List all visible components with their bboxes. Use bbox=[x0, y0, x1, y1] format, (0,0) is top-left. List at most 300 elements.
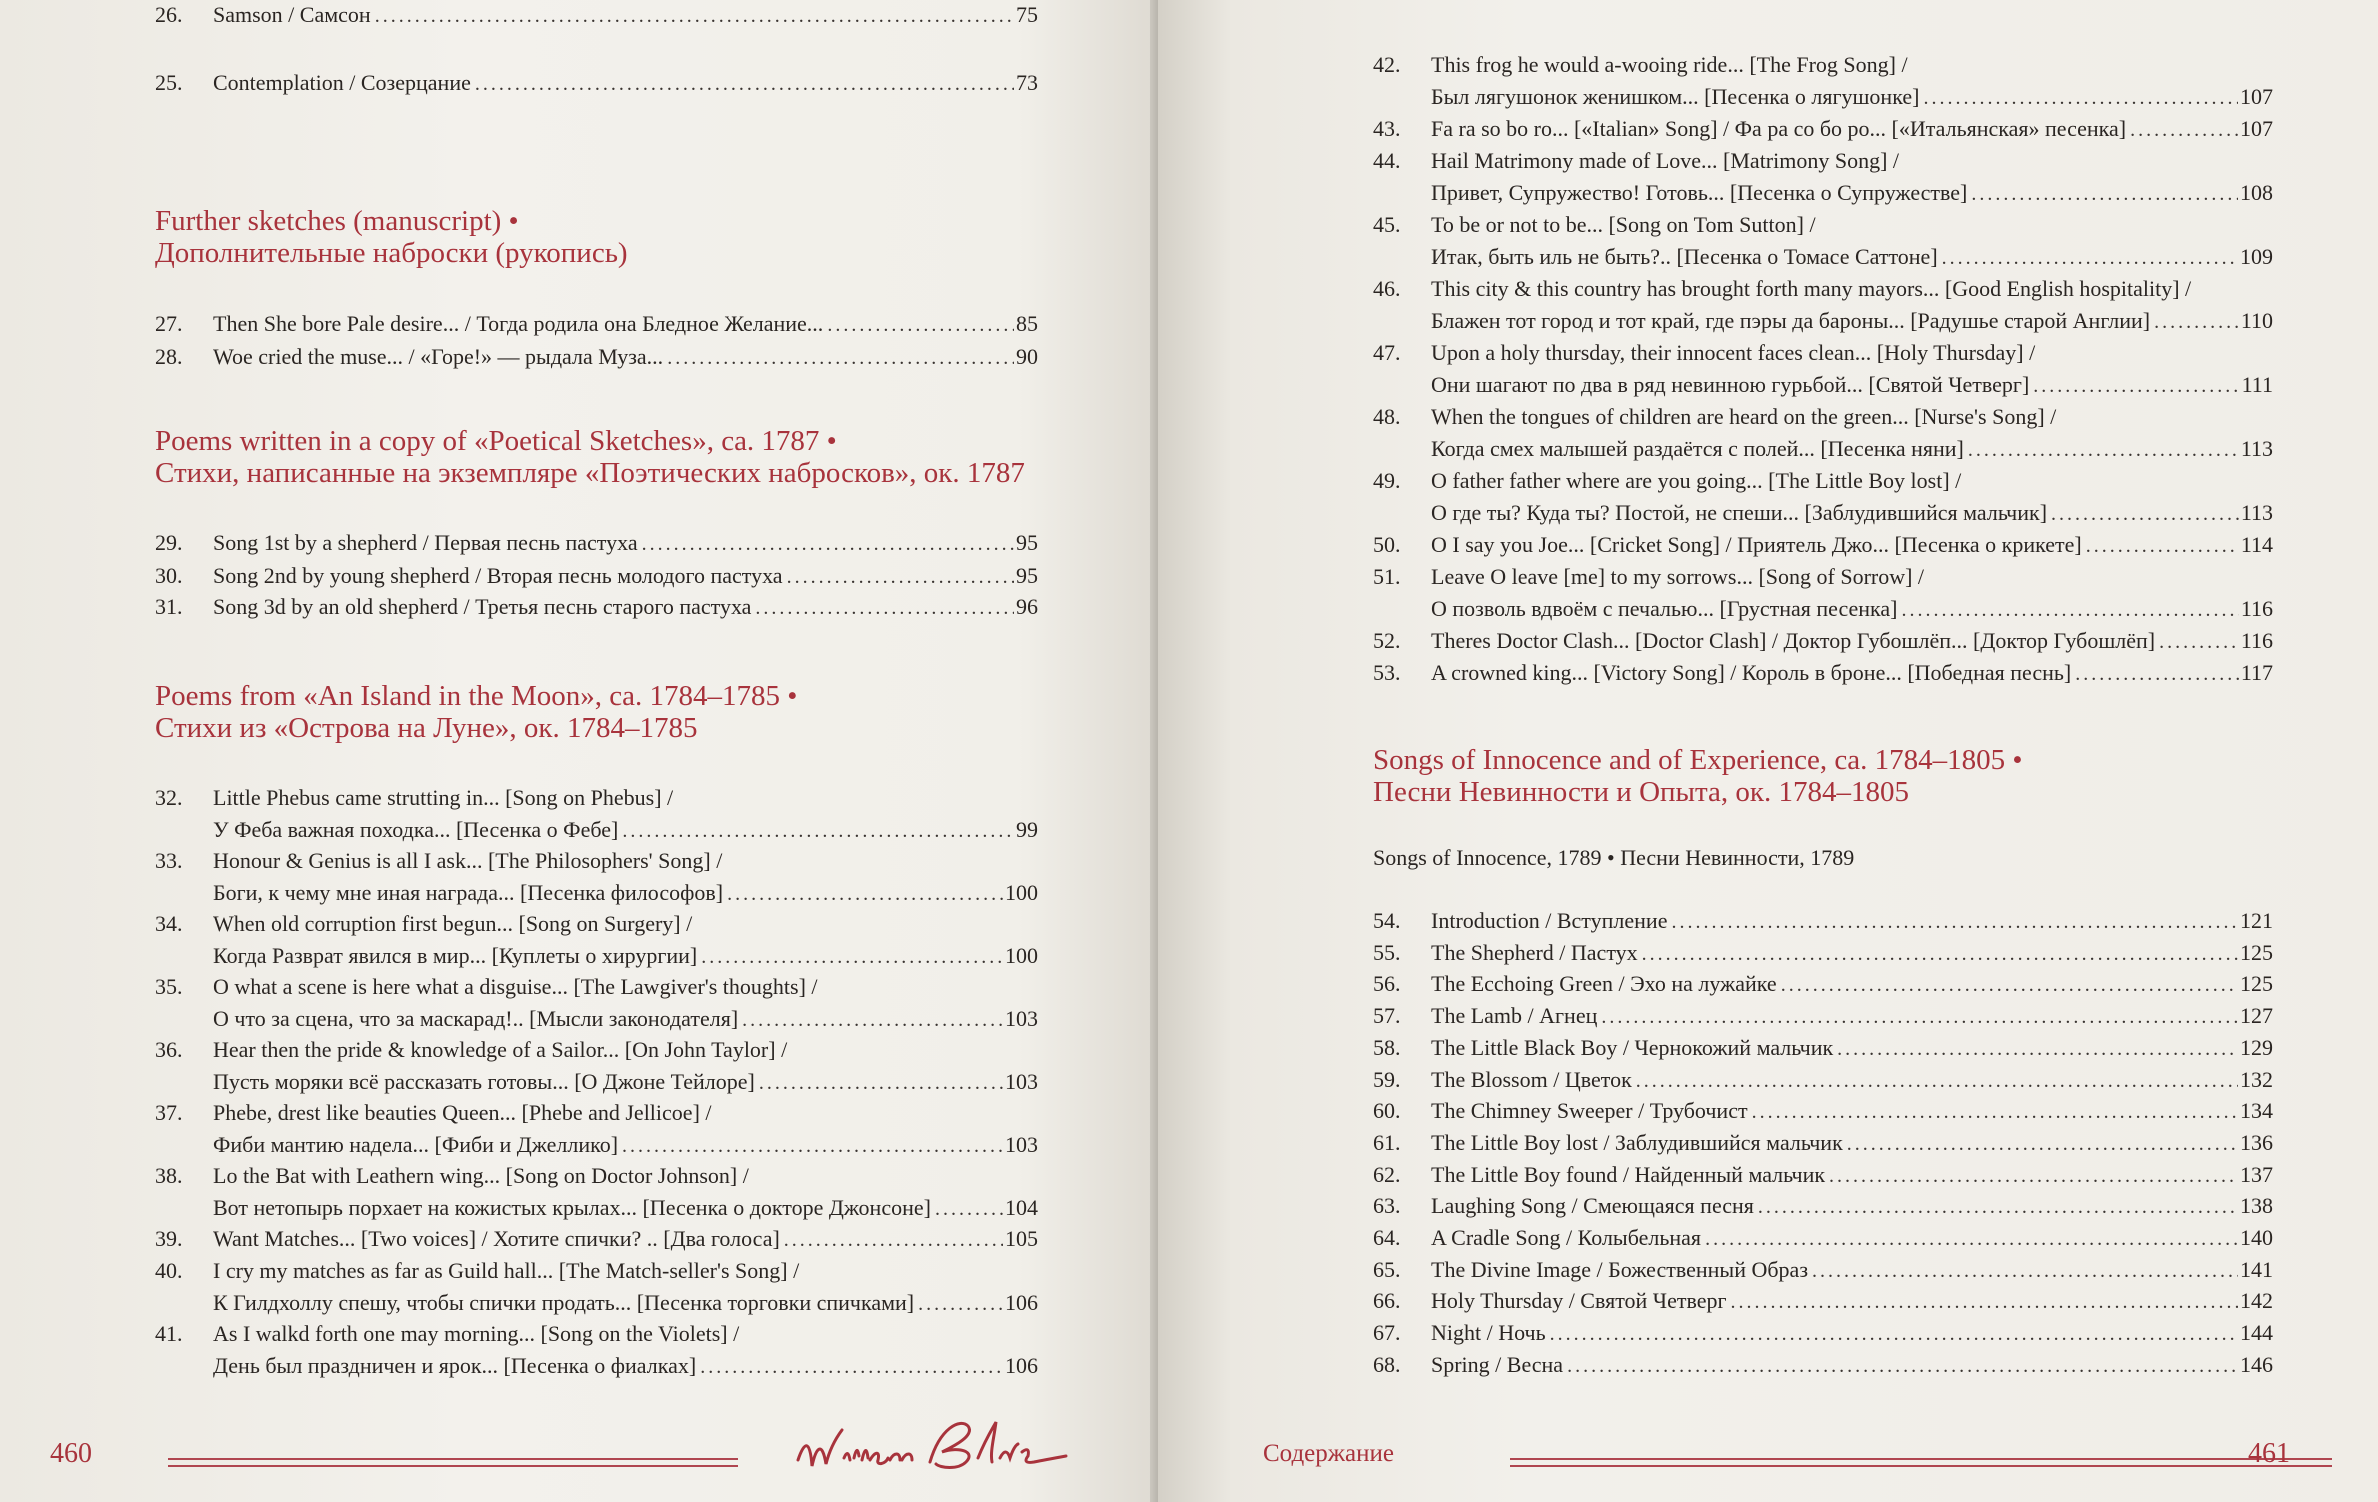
entry-title: Song 1st by a shepherd / Первая песнь пастуха bbox=[213, 530, 638, 555]
toc-entry bbox=[1373, 146, 2273, 210]
entry-page-number: 127 bbox=[2240, 1003, 2273, 1029]
entry-line bbox=[1431, 938, 2273, 968]
entry-number: 51. bbox=[1373, 564, 1401, 589]
entry-line bbox=[1431, 434, 2273, 464]
entry-line bbox=[213, 846, 1038, 876]
dot-leader bbox=[1636, 1066, 2238, 1096]
dot-leader bbox=[701, 942, 1003, 972]
section-heading-line: Further sketches (manuscript) • bbox=[155, 205, 519, 237]
entry-line bbox=[1431, 906, 2273, 936]
entry-title: Contemplation / Созерцание bbox=[213, 70, 471, 95]
entry-number: 61. bbox=[1373, 1129, 1401, 1155]
entry-title: A Cradle Song / Колыбельная bbox=[1431, 1225, 1702, 1250]
entry-page-number: 125 bbox=[2240, 971, 2273, 997]
section-heading-line: Songs of Innocence and of Experience, ca. 1784–1805 • bbox=[1373, 744, 2023, 776]
entry-number: 25. bbox=[155, 70, 183, 95]
entry-number: 36. bbox=[155, 1037, 183, 1062]
entry-page-number: 106 bbox=[1005, 1290, 1038, 1315]
toc-entry bbox=[1373, 1160, 2273, 1192]
entry-number: 58. bbox=[1373, 1034, 1401, 1060]
entry-line bbox=[1431, 1065, 2273, 1095]
entry-title: Привет, Супружество! Готовь... [Песенка о Супружестве] bbox=[1431, 180, 1968, 205]
entry-title: O what a scene is here what a disguise... [The Lawgiver's thoughts] / bbox=[213, 974, 818, 999]
section-heading bbox=[155, 205, 1038, 269]
entry-line bbox=[1431, 594, 2273, 624]
entry-line bbox=[1431, 498, 2273, 528]
toc-entry bbox=[1373, 210, 2273, 274]
entry-page-number: 121 bbox=[2240, 908, 2273, 933]
entry-title: The Blossom / Цветок bbox=[1431, 1066, 1632, 1092]
entry-title: Theres Doctor Clash... [Doctor Clash] / Доктор Губошлёп... [Доктор Губошлёп] bbox=[1431, 628, 2156, 653]
entry-page-number: 111 bbox=[2241, 372, 2273, 397]
entry-line bbox=[1431, 1128, 2273, 1158]
dot-leader bbox=[755, 593, 1014, 623]
entry-title: Вот нетопырь порхает на кожистых крылах... [Песенка о докторе Джонсоне] bbox=[213, 1195, 931, 1220]
entry-title: Leave O leave [me] to my sorrows... [Song of Sorrow] / bbox=[1431, 564, 1925, 589]
section-heading-line: Стихи из «Острова на Луне», ок. 1784–1785 bbox=[155, 712, 698, 744]
entry-line bbox=[1431, 1096, 2273, 1126]
toc-entry bbox=[155, 1035, 1038, 1099]
entry-title: Когда Разврат явился в мир... [Куплеты о хирургии] bbox=[213, 943, 698, 968]
entry-title: The Little Black Boy / Чернокожий мальчик bbox=[1431, 1034, 1834, 1060]
dot-leader bbox=[1781, 970, 2238, 1000]
entry-page-number: 75 bbox=[1016, 2, 1038, 27]
section-heading-line: Дополнительные наброски (рукопись) bbox=[155, 237, 628, 269]
entry-number: 59. bbox=[1373, 1066, 1401, 1092]
section-heading-line: Poems from «An Island in the Moon», ca. 1784–1785 • bbox=[155, 680, 798, 712]
toc-entry bbox=[1373, 1128, 2273, 1160]
entry-line bbox=[1431, 1160, 2273, 1190]
entry-page-number: 117 bbox=[2240, 660, 2273, 685]
entry-number: 65. bbox=[1373, 1256, 1401, 1282]
entry-page-number: 144 bbox=[2240, 1320, 2273, 1346]
entry-line bbox=[213, 1193, 1038, 1223]
entry-line bbox=[1431, 210, 2273, 240]
entry-line bbox=[213, 941, 1038, 971]
section-heading-line: Poems written in a copy of «Poetical Sketches», ca. 1787 • bbox=[155, 425, 837, 457]
entry-title: When the tongues of children are heard on the green... [Nurse's Song] / bbox=[1431, 404, 2057, 429]
toc-entry bbox=[1373, 938, 2273, 970]
toc-entry bbox=[1373, 402, 2273, 466]
entry-line bbox=[213, 0, 1038, 30]
entry-number: 62. bbox=[1373, 1161, 1401, 1187]
toc-entry bbox=[155, 1161, 1038, 1225]
entry-title: Honour & Genius is all I ask... [The Philosophers' Song] / bbox=[213, 848, 723, 873]
toc-entry bbox=[1373, 1033, 2273, 1065]
dot-leader bbox=[1847, 1129, 2238, 1159]
dot-leader bbox=[1971, 179, 2238, 209]
entry-page-number: 90 bbox=[1016, 344, 1038, 369]
entry-number: 57. bbox=[1373, 1003, 1401, 1029]
entry-title: O father father where are you going... [The Little Boy lost] / bbox=[1431, 468, 1962, 493]
entry-number: 44. bbox=[1373, 148, 1401, 173]
dot-leader bbox=[475, 69, 1014, 99]
entry-title: Laughing Song / Смеющаяся песня bbox=[1431, 1193, 1754, 1219]
toc-entry bbox=[1373, 1096, 2273, 1128]
entry-number: 33. bbox=[155, 848, 183, 873]
subsection-heading: Songs of Innocence, 1789 • Песни Невинности, 1789 bbox=[1373, 845, 1855, 870]
entry-line bbox=[213, 815, 1038, 845]
dot-leader bbox=[1752, 1097, 2238, 1127]
toc-entry bbox=[1373, 1001, 2273, 1033]
entry-number: 56. bbox=[1373, 971, 1401, 997]
entry-page-number: 100 bbox=[1005, 943, 1038, 968]
entry-line bbox=[1431, 338, 2273, 368]
entry-page-number: 138 bbox=[2240, 1193, 2273, 1219]
entry-number: 66. bbox=[1373, 1288, 1401, 1314]
toc-entry bbox=[155, 561, 1038, 593]
entry-title: О что за сцена, что за маскарад!.. [Мысли законодателя] bbox=[213, 1006, 739, 1031]
entry-number: 41. bbox=[155, 1321, 183, 1346]
entry-page-number: 114 bbox=[2240, 532, 2273, 557]
entry-number: 28. bbox=[155, 344, 183, 369]
entry-title: Итак, быть иль не быть?.. [Песенка о Томасе Саттоне] bbox=[1431, 244, 1938, 269]
dot-leader bbox=[935, 1194, 1003, 1224]
toc-entry bbox=[1373, 906, 2273, 938]
entry-title: Spring / Весна bbox=[1431, 1351, 1564, 1377]
entry-line bbox=[213, 1319, 1038, 1349]
left-page-number: 460 bbox=[50, 1438, 92, 1469]
entry-line bbox=[1431, 1318, 2273, 1348]
entry-title: The Chimney Sweeper / Трубочист bbox=[1431, 1098, 1748, 1124]
entry-page-number: 129 bbox=[2240, 1034, 2273, 1060]
entry-page-number: 140 bbox=[2240, 1225, 2273, 1250]
entry-title: Phebe, drest like beauties Queen... [Phebe and Jellicoe] / bbox=[213, 1100, 712, 1125]
entry-title: О позволь вдвоём с печалью... [Грустная песенка] bbox=[1431, 596, 1898, 621]
running-title: Содержание bbox=[1263, 1440, 1394, 1467]
entry-number: 40. bbox=[155, 1258, 183, 1283]
entry-title: A crowned king... [Victory Song] / Король в броне... [Победная песнь] bbox=[1431, 660, 2072, 685]
section-heading-line: Песни Невинности и Опыта, ок. 1784–1805 bbox=[1373, 776, 1910, 808]
dot-leader bbox=[784, 1225, 1003, 1255]
dot-leader bbox=[622, 1131, 1003, 1161]
entry-title: Song 3d by an old shepherd / Третья песнь старого пастуха bbox=[213, 594, 752, 619]
william-blake-signature bbox=[790, 1408, 1070, 1488]
dot-leader bbox=[827, 310, 1014, 340]
toc-entry bbox=[1373, 562, 2273, 626]
entry-page-number: 146 bbox=[2240, 1351, 2273, 1377]
entry-title: The Little Boy found / Найденный мальчик bbox=[1431, 1161, 1826, 1187]
entry-title: Introduction / Вступление bbox=[1431, 908, 1668, 933]
entry-page-number: 116 bbox=[2240, 628, 2273, 653]
dot-leader bbox=[2086, 531, 2239, 561]
entry-page-number: 113 bbox=[2240, 436, 2273, 461]
entry-title: Когда смех малышей раздаётся с полей... [Песенка няни] bbox=[1431, 436, 1964, 461]
entry-page-number: 125 bbox=[2240, 939, 2273, 965]
entry-number: 53. bbox=[1373, 660, 1401, 685]
entry-line bbox=[1431, 530, 2273, 560]
entry-line bbox=[1431, 1033, 2273, 1063]
entry-title: Night / Ночь bbox=[1431, 1320, 1546, 1346]
entry-line bbox=[213, 878, 1038, 908]
toc-entry bbox=[1373, 1191, 2273, 1223]
dot-leader bbox=[375, 1, 1014, 31]
entry-title: Fa ra so bo ro... [«Italian» Song] / Фа ра со бо ро... [«Итальянская» песенка] bbox=[1431, 116, 2127, 141]
toc-entry bbox=[1373, 658, 2273, 690]
entry-title: Пусть моряки всё рассказать готовы... [О Джоне Тейлоре] bbox=[213, 1069, 755, 1094]
entry-title: The Divine Image / Божественный Образ bbox=[1431, 1256, 1809, 1282]
entry-number: 55. bbox=[1373, 939, 1401, 965]
entry-line bbox=[213, 1035, 1038, 1065]
entry-page-number: 105 bbox=[1005, 1226, 1038, 1251]
entry-number: 31. bbox=[155, 594, 183, 619]
left-page bbox=[0, 0, 1158, 1502]
section-heading bbox=[155, 680, 1038, 744]
toc-entry bbox=[1373, 969, 2273, 1001]
dot-leader bbox=[2051, 499, 2239, 529]
entry-number: 42. bbox=[1373, 52, 1401, 77]
entry-title: К Гилдхоллу спешу, чтобы спички продать... [Песенка торговки спичками] bbox=[213, 1290, 915, 1315]
toc-entry bbox=[155, 528, 1038, 560]
entry-line bbox=[1431, 562, 2273, 592]
entry-title: Был лягушонок женишком... [Песенка о лягушонке] bbox=[1431, 84, 1920, 109]
entry-line bbox=[1431, 1286, 2273, 1316]
toc-entry bbox=[155, 972, 1038, 1036]
entry-line bbox=[1431, 242, 2273, 272]
entry-number: 49. bbox=[1373, 468, 1401, 493]
entry-page-number: 104 bbox=[1005, 1195, 1038, 1220]
dot-leader bbox=[622, 816, 1014, 846]
entry-number: 43. bbox=[1373, 116, 1401, 141]
entry-page-number: 103 bbox=[1005, 1069, 1038, 1094]
dot-leader bbox=[1837, 1034, 2238, 1064]
entry-number: 38. bbox=[155, 1163, 183, 1188]
entry-number: 29. bbox=[155, 530, 183, 555]
entry-title: Lo the Bat with Leathern wing... [Song on Doctor Johnson] / bbox=[213, 1163, 749, 1188]
entry-line bbox=[213, 1288, 1038, 1318]
entry-page-number: 103 bbox=[1005, 1132, 1038, 1157]
toc-entry bbox=[155, 592, 1038, 624]
section-heading bbox=[1373, 744, 2273, 808]
dot-leader bbox=[1550, 1319, 2238, 1349]
dot-leader bbox=[1642, 939, 2238, 969]
entry-title: Woe cried the muse... / «Горе!» — рыдала Муза... bbox=[213, 344, 664, 369]
dot-leader bbox=[1758, 1192, 2238, 1222]
right-footer-rule bbox=[1510, 1458, 2332, 1467]
entry-title: День был праздничен и ярок... [Песенка о фиалках] bbox=[213, 1353, 697, 1378]
entry-number: 32. bbox=[155, 785, 183, 810]
dot-leader bbox=[1902, 595, 2239, 625]
entry-page-number: 109 bbox=[2240, 244, 2273, 269]
entry-title: Блажен тот город и тот край, где пэры да бароны... [Радушье старой Англии] bbox=[1431, 308, 2151, 333]
entry-number: 27. bbox=[155, 311, 183, 336]
entry-line bbox=[213, 1098, 1038, 1128]
entry-page-number: 113 bbox=[2240, 500, 2273, 525]
entry-line bbox=[1431, 1001, 2273, 1031]
dot-leader bbox=[700, 1352, 1003, 1382]
entry-title: I cry my matches as far as Guild hall... [The Match-seller's Song] / bbox=[213, 1258, 800, 1283]
entry-line bbox=[1431, 1350, 2273, 1380]
toc-entry bbox=[155, 0, 1038, 32]
entry-title: The Shepherd / Пастух bbox=[1431, 939, 1638, 965]
entry-title: This city & this country has brought forth many mayors... [Good English hospitality] / bbox=[1431, 276, 2192, 301]
dot-leader bbox=[2033, 371, 2239, 401]
entry-page-number: 73 bbox=[1016, 70, 1038, 95]
entry-page-number: 107 bbox=[2240, 84, 2273, 109]
dot-leader bbox=[742, 1005, 1003, 1035]
entry-title: As I walkd forth one may morning... [Song on the Violets] / bbox=[213, 1321, 740, 1346]
toc-entry bbox=[1373, 1286, 2273, 1318]
entry-page-number: 106 bbox=[1005, 1353, 1038, 1378]
toc-entry bbox=[1373, 1065, 2273, 1097]
entry-page-number: 142 bbox=[2240, 1288, 2273, 1314]
entry-line bbox=[213, 1067, 1038, 1097]
entry-line bbox=[1431, 969, 2273, 999]
entry-title: Upon a holy thursday, their innocent faces clean... [Holy Thursday] / bbox=[1431, 340, 2036, 365]
entry-line bbox=[1431, 466, 2273, 496]
entry-title: У Феба важная походка... [Песенка о Фебе] bbox=[213, 817, 619, 842]
entry-title: O I say you Joe... [Cricket Song] / Приятель Джо... [Песенка о крикете] bbox=[1431, 532, 2082, 557]
toc-entry bbox=[1373, 530, 2273, 562]
entry-number: 54. bbox=[1373, 908, 1401, 933]
entry-line bbox=[213, 909, 1038, 939]
entry-line bbox=[213, 68, 1038, 98]
toc-entry bbox=[155, 1098, 1038, 1162]
dot-leader bbox=[1601, 1002, 2238, 1032]
entry-line bbox=[213, 342, 1038, 372]
section-heading-line: Стихи, написанные на экземпляре «Поэтических набросков», ок. 1787 bbox=[155, 457, 1025, 489]
entry-number: 26. bbox=[155, 2, 183, 27]
entry-number: 50. bbox=[1373, 532, 1401, 557]
entry-title: Then She bore Pale desire... / Тогда родила она Бледное Желание... bbox=[213, 311, 824, 336]
entry-page-number: 95 bbox=[1016, 530, 1038, 555]
dot-leader bbox=[642, 529, 1014, 559]
dot-leader bbox=[2075, 659, 2239, 689]
entry-number: 39. bbox=[155, 1226, 183, 1251]
dot-leader bbox=[1968, 435, 2239, 465]
entry-number: 48. bbox=[1373, 404, 1401, 429]
entry-line bbox=[1431, 50, 2273, 80]
entry-line bbox=[213, 1224, 1038, 1254]
entry-page-number: 134 bbox=[2240, 1098, 2273, 1124]
dot-leader bbox=[667, 343, 1014, 373]
entry-line bbox=[213, 1004, 1038, 1034]
dot-leader bbox=[1942, 243, 2238, 273]
entry-page-number: 116 bbox=[2240, 596, 2273, 621]
section-heading bbox=[155, 425, 1038, 489]
entry-number: 45. bbox=[1373, 212, 1401, 237]
entry-line bbox=[1431, 658, 2273, 688]
toc-entry bbox=[1373, 626, 2273, 658]
entry-line bbox=[213, 1256, 1038, 1286]
entry-line bbox=[213, 1351, 1038, 1381]
right-page bbox=[1158, 0, 2378, 1502]
entry-number: 46. bbox=[1373, 276, 1401, 301]
entry-line bbox=[1431, 402, 2273, 432]
toc-entry bbox=[155, 1319, 1038, 1383]
entry-line bbox=[1431, 626, 2273, 656]
entry-title: Фиби мантию надела... [Фиби и Джеллико] bbox=[213, 1132, 619, 1157]
entry-title: Holy Thursday / Святой Четверг bbox=[1431, 1288, 1727, 1314]
toc-entry bbox=[155, 68, 1038, 100]
entry-page-number: 100 bbox=[1005, 880, 1038, 905]
toc-entry bbox=[1373, 338, 2273, 402]
entry-title: The Lamb / Агнец bbox=[1431, 1003, 1598, 1029]
entry-page-number: 137 bbox=[2240, 1161, 2273, 1187]
entry-title: When old corruption first begun... [Song on Surgery] / bbox=[213, 911, 693, 936]
dot-leader bbox=[2154, 307, 2239, 337]
entry-title: Song 2nd by young shepherd / Вторая песнь молодого пастуха bbox=[213, 563, 783, 588]
entry-number: 67. bbox=[1373, 1320, 1401, 1346]
right-page-number: 461 bbox=[2248, 1438, 2290, 1469]
entry-line bbox=[1431, 178, 2273, 208]
dot-leader bbox=[759, 1068, 1003, 1098]
entry-number: 68. bbox=[1373, 1351, 1401, 1377]
entry-line bbox=[1431, 1223, 2273, 1253]
entry-line bbox=[213, 309, 1038, 339]
toc-entry bbox=[155, 342, 1038, 374]
dot-leader bbox=[1567, 1351, 2238, 1381]
entry-number: 30. bbox=[155, 563, 183, 588]
entry-line bbox=[1431, 306, 2273, 336]
toc-entry bbox=[155, 909, 1038, 973]
left-footer-rule bbox=[168, 1458, 738, 1467]
entry-page-number: 108 bbox=[2240, 180, 2273, 205]
entry-page-number: 96 bbox=[1016, 594, 1038, 619]
toc-entry bbox=[1373, 1318, 2273, 1350]
dot-leader bbox=[918, 1289, 1003, 1319]
entry-line bbox=[213, 1161, 1038, 1191]
entry-title: Want Matches... [Two voices] / Хотите спички? .. [Два голоса] bbox=[213, 1226, 780, 1251]
entry-title: The Little Boy lost / Заблудившийся мальчик bbox=[1431, 1129, 1843, 1155]
entry-number: 52. bbox=[1373, 628, 1401, 653]
entry-page-number: 85 bbox=[1016, 311, 1038, 336]
entry-title: This frog he would a-wooing ride... [The Frog Song] / bbox=[1431, 52, 1908, 77]
toc-entry bbox=[155, 1256, 1038, 1320]
entry-title: Они шагают по два в ряд невинною гурьбой... [Святой Четверг] bbox=[1431, 372, 2030, 397]
entry-line bbox=[1431, 370, 2273, 400]
entry-line bbox=[213, 561, 1038, 591]
entry-line bbox=[213, 592, 1038, 622]
entry-page-number: 136 bbox=[2240, 1129, 2273, 1155]
toc-entry bbox=[1373, 466, 2273, 530]
entry-page-number: 132 bbox=[2240, 1066, 2273, 1092]
toc-entry bbox=[1373, 1255, 2273, 1287]
entry-title: О где ты? Куда ты? Постой, не спеши... [Заблудившийся мальчик] bbox=[1431, 500, 2048, 525]
entry-line bbox=[213, 783, 1038, 813]
entry-title: The Ecchoing Green / Эхо на лужайке bbox=[1431, 971, 1777, 997]
dot-leader bbox=[1671, 907, 2238, 937]
entry-page-number: 141 bbox=[2240, 1256, 2273, 1282]
toc-entry bbox=[155, 783, 1038, 847]
entry-line bbox=[213, 528, 1038, 558]
entry-page-number: 107 bbox=[2240, 116, 2273, 141]
toc-entry bbox=[155, 309, 1038, 341]
entry-title: Боги, к чему мне иная награда... [Песенка философов] bbox=[213, 880, 724, 905]
dot-leader bbox=[727, 879, 1003, 909]
entry-number: 63. bbox=[1373, 1193, 1401, 1219]
dot-leader bbox=[2130, 115, 2238, 145]
entry-number: 60. bbox=[1373, 1098, 1401, 1124]
entry-line bbox=[1431, 146, 2273, 176]
entry-line bbox=[1431, 1191, 2273, 1221]
entry-title: To be or not to be... [Song on Tom Sutton] / bbox=[1431, 212, 1816, 237]
dot-leader bbox=[1812, 1256, 2238, 1286]
dot-leader bbox=[1731, 1287, 2238, 1317]
toc-entry bbox=[1373, 1223, 2273, 1255]
dot-leader bbox=[787, 562, 1014, 592]
entry-title: Hail Matrimony made of Love... [Matrimony Song] / bbox=[1431, 148, 1900, 173]
toc-entry bbox=[155, 1224, 1038, 1256]
entry-title: Hear then the pride & knowledge of a Sailor... [On John Taylor] / bbox=[213, 1037, 788, 1062]
toc-entry bbox=[1373, 114, 2273, 146]
entry-page-number: 103 bbox=[1005, 1006, 1038, 1031]
entry-number: 35. bbox=[155, 974, 183, 999]
entry-number: 64. bbox=[1373, 1225, 1401, 1250]
toc-entry bbox=[1373, 1350, 2273, 1382]
entry-number: 37. bbox=[155, 1100, 183, 1125]
entry-line bbox=[213, 1130, 1038, 1160]
